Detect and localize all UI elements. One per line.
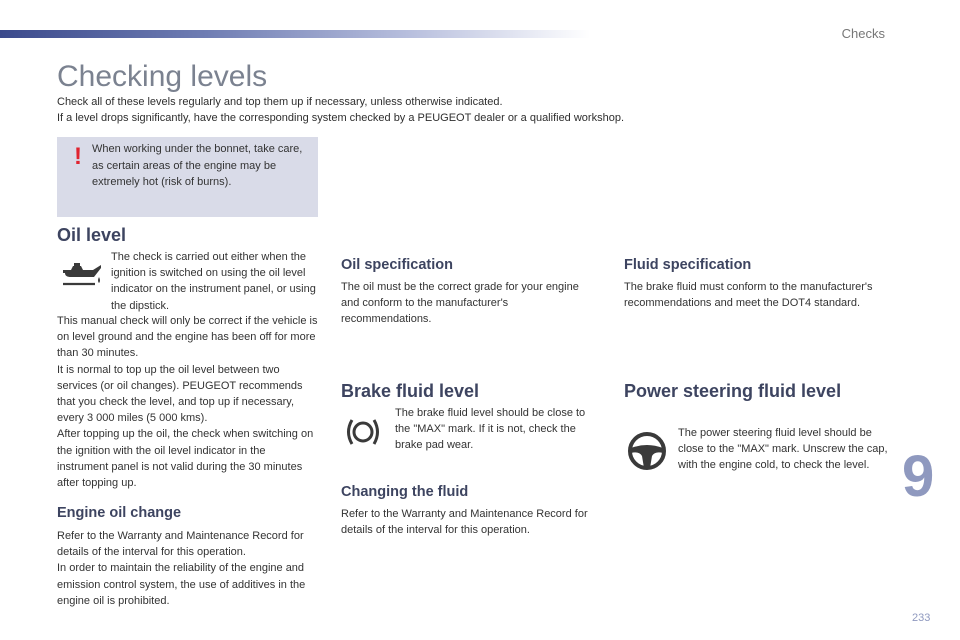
paragraph: It is normal to top up the oil level between two services (or oil changes). PEUGEOT recommends that you check the level, and top up if necessary, every 3 000 miles (5 000 kms). — [57, 363, 303, 425]
engine-oil-change-body — [57, 528, 319, 609]
fluid-specification-text: The brake fluid must conform to the manufacturer's recommendations and meet the DOT4 standard. — [624, 281, 873, 310]
page-title: Checking levels — [57, 60, 268, 93]
warning-box — [57, 137, 318, 217]
oil-level-body — [57, 313, 319, 491]
header-gradient-bar — [0, 30, 590, 38]
oil-level-icon-text: The check is carried out either when the ignition is switched on using the oil level indicator on the instrument panel, or using the dipstick. — [111, 251, 316, 312]
page-number: 233 — [912, 612, 931, 624]
paragraph: After topping up the oil, the check when switching on the ignition with the oil level indicator in the instrument panel is not valid during the 30 minutes after topping up. — [57, 428, 314, 490]
power-steering-heading: Power steering fluid level — [624, 381, 842, 401]
paragraph: This manual check will only be correct if the vehicle is on level ground and the engine has been off for more than 30 minutes. — [57, 315, 318, 360]
oil-specification-text: The oil must be the correct grade for your engine and conform to the manufacturer's recommendations. — [341, 281, 579, 326]
paragraph: In order to maintain the reliability of the engine and emission control system, the use of additives in the engine oil is prohibited. — [57, 562, 306, 607]
warning-icon: ! — [74, 143, 82, 170]
warning-text: When working under the bonnet, take care, as certain areas of the engine may be extremely hot (risk of burns). — [92, 143, 303, 188]
changing-fluid-text: Refer to the Warranty and Maintenance Record for details of the interval for this operation. — [341, 508, 588, 537]
section-label: Checks — [841, 26, 885, 41]
fluid-specification-heading: Fluid specification — [624, 257, 752, 273]
brake-warning-icon — [344, 415, 382, 449]
paragraph: Refer to the Warranty and Maintenance Record for details of the interval for this operation. — [57, 530, 304, 559]
steering-wheel-icon — [626, 431, 668, 471]
brake-fluid-level-heading: Brake fluid level — [341, 381, 480, 401]
power-steering-text: The power steering fluid level should be close to the "MAX" mark. Unscrew the cap, with the engine cold, to check the level. — [678, 427, 888, 472]
chapter-number: 9 — [902, 444, 935, 509]
oil-level-heading: Oil level — [57, 225, 127, 245]
oil-can-icon — [59, 260, 103, 288]
brake-fluid-level-text: The brake fluid level should be close to the "MAX" mark. If it is not, check the brake pad wear. — [395, 407, 586, 452]
intro-line: Check all of these levels regularly and top them up if necessary, unless otherwise indicated. — [57, 96, 503, 108]
oil-specification-heading: Oil specification — [341, 257, 453, 273]
changing-fluid-heading: Changing the fluid — [341, 484, 469, 500]
engine-oil-change-heading: Engine oil change — [57, 505, 182, 521]
intro-line: If a level drops significantly, have the corresponding system checked by a PEUGEOT dealer or a qualified workshop. — [57, 112, 624, 124]
intro-text — [57, 94, 757, 126]
